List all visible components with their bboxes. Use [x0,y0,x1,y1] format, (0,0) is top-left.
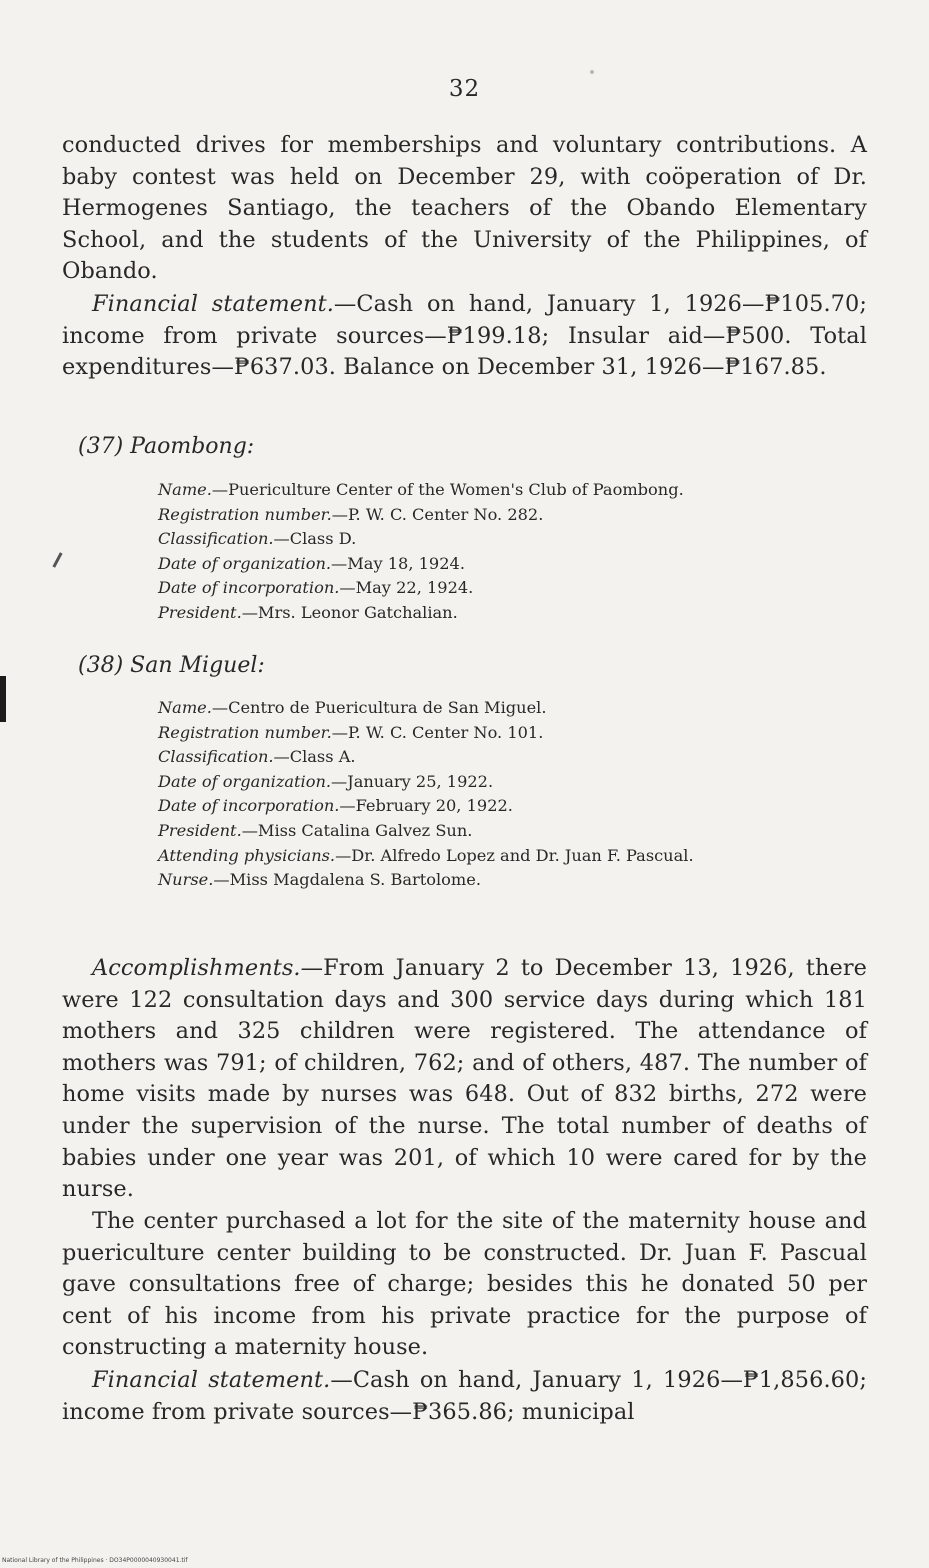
section-37-entries [158,478,870,626]
section-38-heading: (38) San Miguel: [78,653,265,678]
intro-paragraph: conducted drives for memberships and voluntary contributions. A baby contest was held on December 29, with coöperation of Dr. Hermogenes Santiago, the teachers of the Obando Elementary School, and the students of the University of the Philippines, of Obando. [62,132,867,285]
scan-speck [590,70,594,74]
financial-statement-obando [62,289,867,384]
entry-nurse: Nurse.—Miss Magdalena S. Bartolome. [158,870,481,890]
entry-name: Name.—Centro de Puericultura de San Miguel. [158,698,547,717]
accomplishments-paragraph [62,953,867,1206]
scan-mark [52,552,62,568]
financial-statement-san-miguel [62,1365,867,1428]
section-37-heading: (37) Paombong: [78,434,255,459]
section-38-entries [158,696,870,893]
entry-registration-number: Registration number.—P. W. C. Center No. 282. [158,504,544,524]
entry-date-of-organization: Date of organization.—May 18, 1924. [158,553,465,573]
page-number: 32 [448,76,481,102]
financial-statement-text: —Cash on hand, January 1, 1926—₱105.70; income from private sources—₱199.18; Insular aid—₱500. Total expenditures—₱637.03. Balance on December 31, 1926—₱167.85. [62,291,867,381]
entry-president: President.—Mrs. Leonor Gatchalian. [158,602,458,622]
entry-name: Name.—Puericulture Center of the Women's Club of Paombong. [158,480,684,499]
entry-attending-physicians: Attending physicians.—Dr. Alfredo Lopez and Dr. Juan F. Pascual. [158,845,694,865]
entry-classification: Classification.—Class A. [158,747,356,767]
financial-statement-label: Financial statement. [92,1367,331,1393]
financial-statement-text: —Cash on hand, January 1, 1926—₱1,856.60; income from private sources—₱365.86; municipal [62,1367,867,1425]
entry-date-of-incorporation: Date of incorporation.—May 22, 1924. [158,578,474,598]
entry-registration-number: Registration number.—P. W. C. Center No. 101. [158,722,544,742]
scan-footer-credit: National Library of the Philippines · DO34P0000040930041.tif [2,1557,188,1564]
financial-statement-label: Financial statement. [92,291,334,317]
entry-date-of-organization: Date of organization.—January 25, 1922. [158,771,494,791]
accomplishments-label: Accomplishments. [92,955,301,981]
scan-edge-mark [0,676,6,722]
entry-classification: Classification.—Class D. [158,529,357,549]
center-paragraph: The center purchased a lot for the site of the maternity house and puericulture center building to be constructed. Dr. Juan F. Pascual gave consultations free of charge; besides this he donated 50 per cent of his income from his private practice for the purpose of constructing a maternity house. [62,1208,867,1361]
entry-date-of-incorporation: Date of incorporation.—February 20, 1922. [158,796,513,816]
accomplishments-text: —From January 2 to December 13, 1926, there were 122 consultation days and 300 service days during which 181 mothers and 325 children were registered. The attendance of mothers was 791; of children, 762; and of others, 487. The number of home visits made by nurses was 648. Out of 832 births, 272 were under the supervision of the nurse. The total number of deaths of babies under one year was 201, of which 10 were cared for by the nurse. [62,955,867,1203]
entry-president: President.—Miss Catalina Galvez Sun. [158,820,473,840]
